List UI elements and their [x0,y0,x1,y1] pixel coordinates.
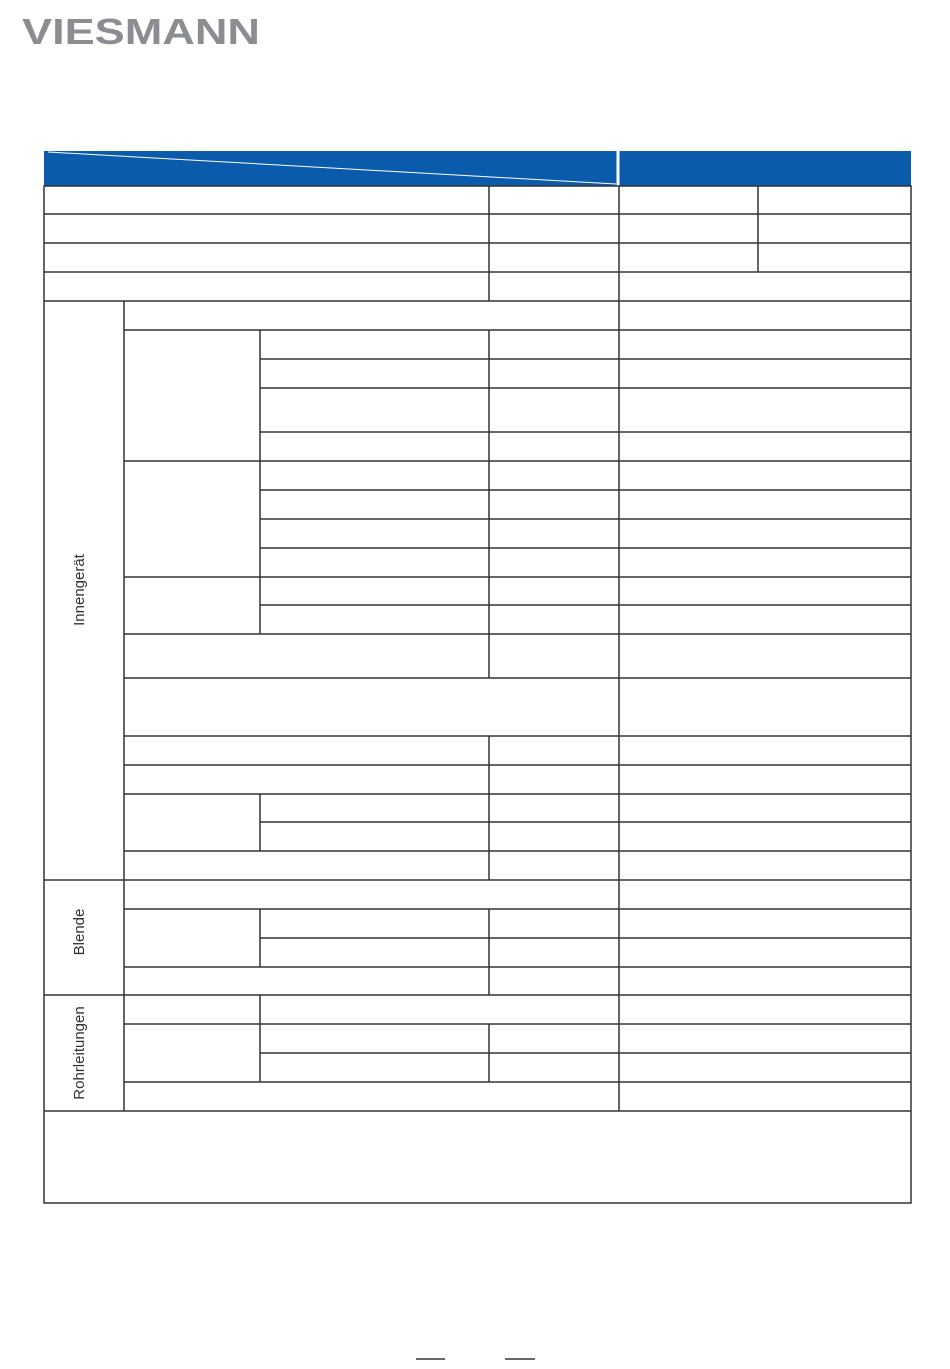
logo-wordmark: VIESMANN [22,11,260,52]
table-header-bar [44,151,911,186]
section-label-rohrleitungen: Rohrleitungen [71,1006,88,1100]
section-label-blende: Blende [71,908,88,956]
page-footer-marks [0,1350,950,1362]
table-grid [44,186,911,1203]
section-label-innengeraet: Innengerät [71,554,88,626]
